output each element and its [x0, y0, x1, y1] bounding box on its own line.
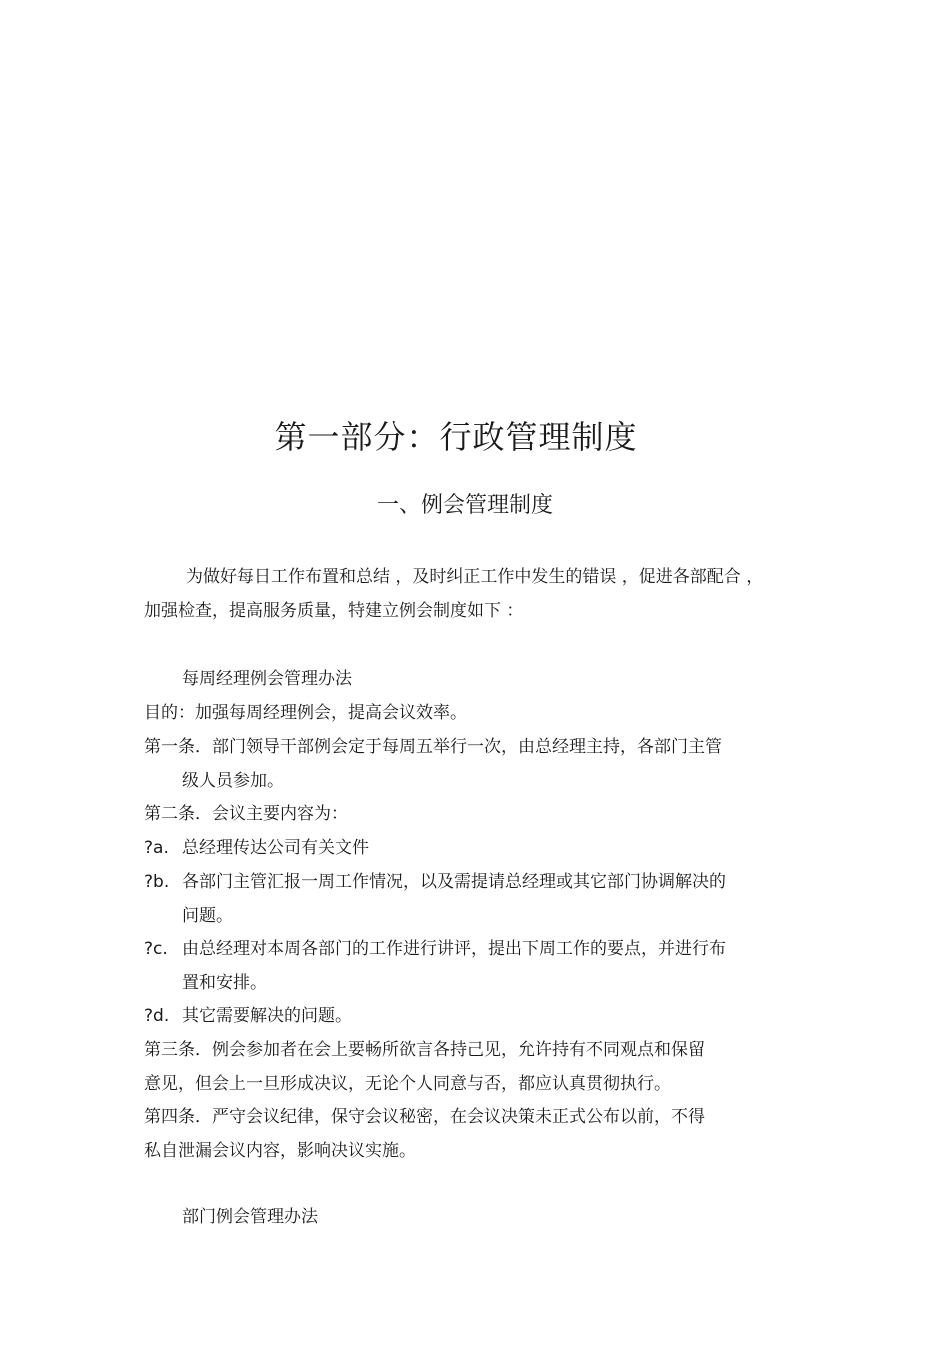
item-d-text: 其它需要解决的问题。 [182, 1006, 352, 1026]
article-3-line-2: 意见，但会上一旦形成决议，无论个人同意与否，都应认真贯彻执行。 [144, 1074, 671, 1094]
item-a-marker: ?a. [144, 838, 169, 858]
item-d-marker: ?d. [144, 1006, 170, 1026]
item-b-line-2: 问题。 [182, 906, 233, 926]
article-2: 第二条．会议主要内容为： [144, 804, 348, 824]
document-title: 第一部分：行政管理制度 [274, 418, 638, 456]
article-3-line-1: 第三条．例会参加者在会上要畅所欲言各持己见，允许持有不同观点和保留 [144, 1040, 705, 1060]
item-d [144, 1001, 352, 1026]
item-a [144, 833, 369, 858]
item-b [144, 867, 726, 892]
article-4-line-1: 第四条．严守会议纪律，保守会议秘密，在会议决策未正式公布以前，不得 [144, 1107, 705, 1127]
item-a-text: 总经理传达公司有关文件 [182, 838, 369, 858]
article-1-line-1: 第一条．部门领导干部例会定于每周五举行一次，由总经理主持，各部门主管 [144, 737, 722, 757]
intro-line-1: 为做好每日工作布置和总结 ，及时纠正工作中发生的错误 ，促进各部配合 ， [186, 567, 764, 587]
section-title: 一、例会管理制度 [376, 493, 553, 518]
item-c [144, 934, 726, 959]
weekly-purpose: 目的：加强每周经理例会，提高会议效率。 [144, 703, 467, 723]
article-1-line-2: 级人员参加。 [182, 771, 284, 791]
item-b-marker: ?b. [144, 872, 170, 892]
intro-line-2: 加强检查，提高服务质量，特建立例会制度如下 ： [144, 601, 524, 621]
item-c-line-2: 置和安排。 [182, 973, 267, 993]
dept-heading: 部门例会管理办法 [182, 1207, 318, 1227]
item-c-text: 由总经理对本周各部门的工作进行讲评，提出下周工作的要点，并进行布 [182, 939, 726, 959]
article-4-line-2: 私自泄漏会议内容，影响决议实施。 [144, 1141, 416, 1161]
item-c-marker: ?c. [144, 939, 168, 959]
item-b-text: 各部门主管汇报一周工作情况，以及需提请总经理或其它部门协调解决的 [182, 872, 726, 892]
weekly-heading: 每周经理例会管理办法 [182, 669, 352, 689]
